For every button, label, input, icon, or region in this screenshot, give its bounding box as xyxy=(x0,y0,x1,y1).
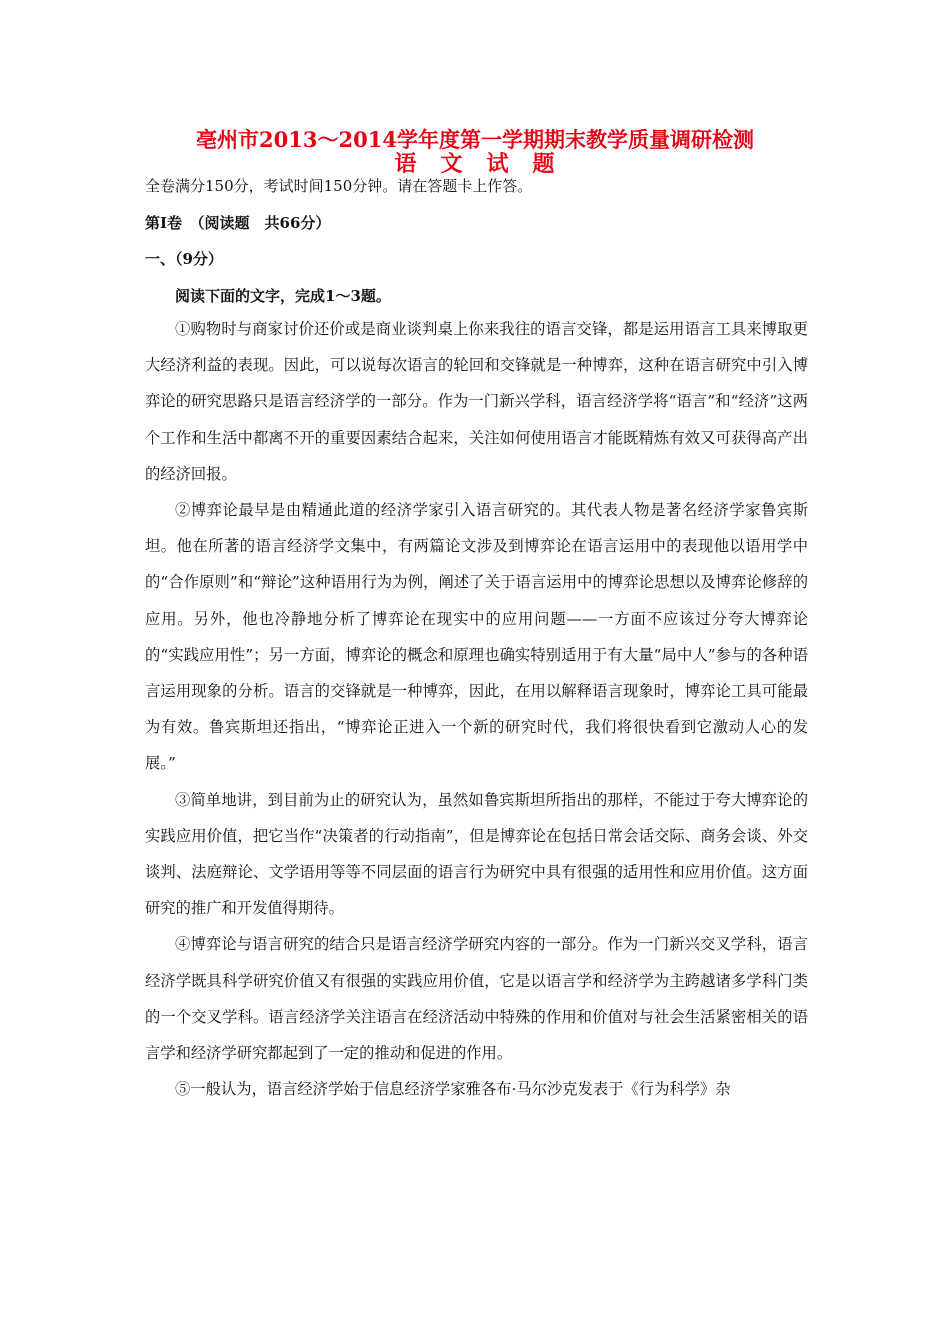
section-heading: 第Ⅰ卷 （阅读题 共66分） xyxy=(145,214,331,232)
passage-paragraph-4: ④博弈论与语言研究的结合只是语言经济学研究内容的一部分。作为一门新兴交叉学科，语言经济学既具科学研究价值又有很强的实践应用价值，它是以语言学和经济学为主跨越诸多学科门类的一个交叉学科。语言经济学关注语言在经济活动中特殊的作用和价值对与社会生活紧密相关的语言学和经济学研究都起到了一定的推动和促进的作用。 xyxy=(145,935,808,1063)
passage-paragraph-2: ②博弈论最早是由精通此道的经济学家引入语言研究的。其代表人物是著名经济学家鲁宾斯坦。他在所著的语言经济学文集中，有两篇论文涉及到博弈论在语言运用中的表现他以语用学中的“合作原则”和“辩论”这种语用行为为例，阐述了关于语言运用中的博弈论思想以及博弈论修辞的应用。另外，他也冷静地分析了博弈论在现实中的应用问题——一方面不应该过分夸大博弈论的“实践应用性”；另一方面，博弈论的概念和原理也确实特别适用于有大量“局中人”参与的各种语言运用现象的分析。语言的交锋就是一种博弈，因此，在用以解释语言现象时，博弈论工具可能最为有效。鲁宾斯坦还指出，“博弈论正进入一个新的研究时代，我们将很快看到它激动人心的发展。” xyxy=(145,501,808,773)
exam-instructions: 全卷满分150分，考试时间150分钟。请在答题卡上作答。 xyxy=(145,177,533,195)
reading-passage xyxy=(145,311,808,1107)
passage-paragraph-5: ⑤一般认为，语言经济学始于信息经济学家雅各布·马尔沙克发表于《行为科学》杂 xyxy=(175,1080,731,1099)
passage-paragraph-1: ①购物时与商家讨价还价或是商业谈判桌上你来我往的语言交锋，都是运用语言工具来博取更大经济利益的表现。因此，可以说每次语言的轮回和交锋就是一种博弈，这种在语言研究中引入博弈论的研究思路只是语言经济学的一部分。作为一门新兴学科，语言经济学将“语言”和“经济”这两个工作和生活中都离不开的重要因素结合起来，关注如何使用语言才能既精炼有效又可获得高产出的经济回报。 xyxy=(145,320,808,483)
reading-instruction: 阅读下面的文字，完成1～3题。 xyxy=(175,287,391,305)
passage-paragraph-3: ③简单地讲，到目前为止的研究认为，虽然如鲁宾斯坦所指出的那样，不能过于夸大博弈论的实践应用价值，把它当作“决策者的行动指南”，但是博弈论在包括日常会话交际、商务会谈、外交谈判、法庭辩论、文学语用等等不同层面的语言行为研究中具有很强的适用性和应用价值。这方面研究的推广和开发值得期待。 xyxy=(145,790,808,918)
exam-title: 亳州市2013～2014学年度第一学期期末教学质量调研检测 xyxy=(196,127,754,152)
part-label: 一、（9分） xyxy=(145,250,223,268)
exam-subject-title: 语 文 试 题 xyxy=(394,151,556,177)
